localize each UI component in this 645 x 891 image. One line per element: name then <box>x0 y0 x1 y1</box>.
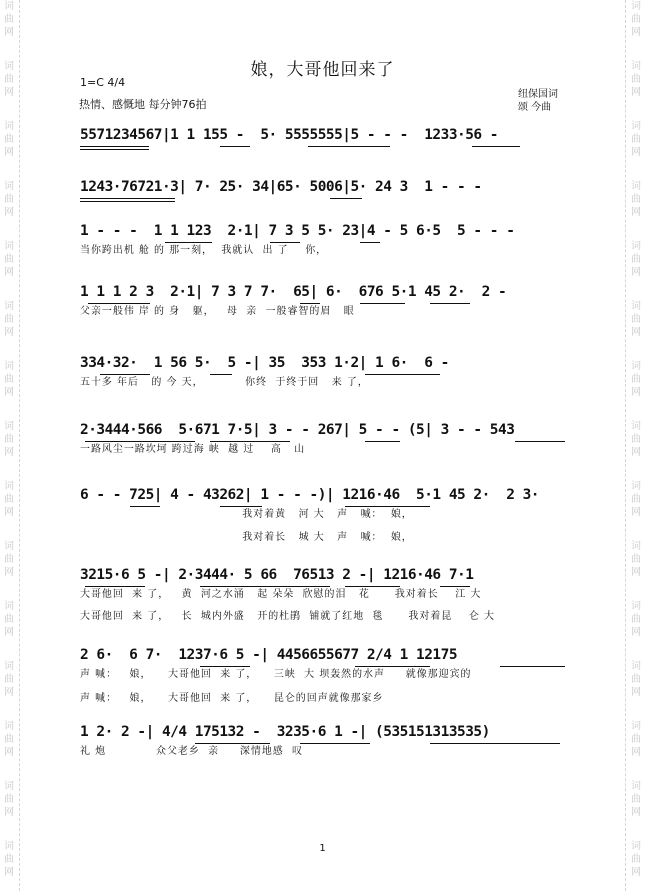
watermark-group <box>631 480 641 519</box>
watermark-glyph: 词 <box>631 541 641 552</box>
watermark-glyph: 网 <box>4 807 14 818</box>
watermark-group <box>631 300 641 339</box>
watermark-glyph: 网 <box>4 447 14 458</box>
watermark-glyph: 网 <box>631 27 641 38</box>
watermark-glyph: 网 <box>631 687 641 698</box>
watermark-glyph: 网 <box>4 387 14 398</box>
watermark-group <box>4 600 14 639</box>
watermark-glyph: 网 <box>631 627 641 638</box>
watermark-group <box>4 660 14 699</box>
watermark-glyph: 词 <box>631 421 641 432</box>
rhythm-beam <box>80 146 149 147</box>
watermark-glyph: 曲 <box>4 314 14 325</box>
notation-row: 2 6· 6 7· 1237·6 5 -| 4456655677 2/4 1 12175 <box>80 647 458 663</box>
watermark-glyph: 曲 <box>4 74 14 85</box>
score-line <box>80 566 570 601</box>
watermark-glyph: 词 <box>631 661 641 672</box>
rhythm-beam <box>210 441 290 442</box>
watermark-glyph: 词 <box>4 661 14 672</box>
watermark-glyph: 网 <box>631 147 641 158</box>
watermark-glyph: 词 <box>631 1 641 12</box>
rhythm-beam <box>360 303 405 304</box>
watermark-glyph: 曲 <box>4 254 14 265</box>
watermark-glyph: 曲 <box>631 314 641 325</box>
watermark-glyph: 曲 <box>631 494 641 505</box>
page-edge-left <box>19 0 20 891</box>
rhythm-beam <box>195 743 270 744</box>
watermark-glyph: 曲 <box>4 194 14 205</box>
watermark-glyph: 网 <box>631 867 641 878</box>
watermark-glyph: 词 <box>4 301 14 312</box>
watermark-group <box>4 240 14 279</box>
rhythm-beam <box>88 303 150 304</box>
watermark-right <box>629 0 643 891</box>
watermark-glyph: 词 <box>4 841 14 852</box>
composer-credit: 颂 今曲 <box>518 102 552 113</box>
rhythm-beam <box>80 198 175 199</box>
watermark-glyph: 网 <box>631 747 641 758</box>
watermark-group <box>631 660 641 699</box>
watermark-glyph: 曲 <box>631 614 641 625</box>
notation-row: 334·32· 1 56 5· 5 -| 35 353 1·2| 1 6· 6 - <box>80 355 449 371</box>
key-signature: 1=C 4/4 <box>80 76 126 89</box>
watermark-glyph: 网 <box>4 867 14 878</box>
watermark-glyph: 网 <box>4 207 14 218</box>
watermark-group <box>631 120 641 159</box>
watermark-glyph: 词 <box>4 421 14 432</box>
watermark-group <box>631 780 641 819</box>
watermark-glyph: 曲 <box>631 734 641 745</box>
watermark-glyph: 曲 <box>4 854 14 865</box>
watermark-glyph: 网 <box>631 447 641 458</box>
watermark-glyph: 网 <box>4 627 14 638</box>
notation-row: 1243·76721·3| 7· 25· 34|65· 5006|5· 24 3 1 - - - <box>80 179 482 195</box>
watermark-group <box>4 0 14 39</box>
watermark-group <box>631 0 641 39</box>
watermark-glyph: 曲 <box>631 194 641 205</box>
watermark-glyph: 网 <box>4 747 14 758</box>
watermark-glyph: 网 <box>631 327 641 338</box>
rhythm-beam <box>210 374 232 375</box>
watermark-glyph: 词 <box>631 721 641 732</box>
watermark-glyph: 曲 <box>631 14 641 25</box>
notation-row: 3215·6 5 -| 2·3444· 5 66 76513 2 -| 1216·46 7·1 <box>80 567 474 583</box>
rhythm-beam <box>85 441 195 442</box>
watermark-glyph: 曲 <box>631 134 641 145</box>
watermark-glyph: 曲 <box>4 134 14 145</box>
rhythm-beam <box>365 374 440 375</box>
watermark-glyph: 曲 <box>631 794 641 805</box>
rhythm-beam <box>130 506 160 507</box>
rhythm-beam <box>345 586 400 587</box>
watermark-glyph: 词 <box>631 241 641 252</box>
notation-row: 1 1 1 2 3 2·1| 7 3 7 7· 65| 6· 676 5·1 45 2· 2 - <box>80 284 507 300</box>
watermark-glyph: 曲 <box>631 674 641 685</box>
watermark-glyph: 网 <box>631 207 641 218</box>
rhythm-beam <box>220 146 250 147</box>
notation-row: 5571234567|1 1 155 - 5· 5555555|5 - - - 1233·56 - <box>80 127 499 143</box>
watermark-glyph: 词 <box>631 781 641 792</box>
watermark-group <box>4 720 14 759</box>
rhythm-beam <box>360 242 380 243</box>
watermark-glyph: 词 <box>4 121 14 132</box>
rhythm-beam <box>308 146 390 147</box>
rhythm-beam <box>270 242 300 243</box>
watermark-glyph: 网 <box>631 567 641 578</box>
rhythm-beam <box>85 586 145 587</box>
watermark-glyph: 网 <box>631 267 641 278</box>
score-line <box>80 283 570 318</box>
lyric-row: 五十多 年后 的 今 天， 你终 于终于回 来 了， <box>80 377 369 388</box>
watermark-glyph: 网 <box>4 267 14 278</box>
lyric-row: 当你跨出机 舱 的 那一刻， 我就认 出 了 你， <box>80 245 328 256</box>
watermark-glyph: 曲 <box>4 674 14 685</box>
watermark-glyph: 网 <box>631 507 641 518</box>
watermark-glyph: 词 <box>4 1 14 12</box>
rhythm-beam <box>430 303 470 304</box>
notation-row: 6 - - 725| 4 - 43262| 1 - - -)| 1216·46 5·1 45 2· 2 3· <box>80 487 539 503</box>
rhythm-beam <box>300 303 320 304</box>
watermark-group <box>631 240 641 279</box>
lyric-row: 一路风尘一路坎坷 跨过海 峡 越 过 高 山 <box>80 444 306 455</box>
lyric-row: 声 喊： 娘， 大哥他回 来 了， 昆仑的回声就像那家乡 <box>80 693 384 704</box>
score-line <box>80 606 570 623</box>
score-line <box>80 126 570 148</box>
watermark-glyph: 网 <box>4 147 14 158</box>
rhythm-beam <box>165 242 212 243</box>
watermark-left <box>2 0 16 891</box>
watermark-glyph: 网 <box>4 567 14 578</box>
rhythm-beam <box>430 743 560 744</box>
rhythm-beam <box>515 441 565 442</box>
watermark-glyph: 曲 <box>631 554 641 565</box>
watermark-glyph: 词 <box>631 181 641 192</box>
rhythm-beam <box>330 198 362 199</box>
rhythm-beam <box>200 586 330 587</box>
rhythm-beam <box>472 146 520 147</box>
rhythm-beam <box>365 441 400 442</box>
watermark-glyph: 曲 <box>4 734 14 745</box>
watermark-glyph: 网 <box>631 387 641 398</box>
lyric-row: 声 喊： 娘， 大哥他回 来 了， 三峡 大 坝轰然的水声 就像那迎宾的 <box>80 669 472 680</box>
watermark-glyph: 曲 <box>4 434 14 445</box>
score-line <box>80 354 570 389</box>
rhythm-beam <box>300 743 370 744</box>
watermark-glyph: 网 <box>4 327 14 338</box>
watermark-glyph: 词 <box>631 841 641 852</box>
rhythm-beam <box>100 374 150 375</box>
watermark-glyph: 词 <box>631 301 641 312</box>
score-line <box>80 222 570 257</box>
lyric-row: 大哥他回 来 了， 黄 河之水涌 起 朵朵 欣慰的泪 花 我对着长 江 大 <box>80 589 482 600</box>
score-line <box>80 486 570 521</box>
watermark-glyph: 词 <box>4 781 14 792</box>
watermark-group <box>4 120 14 159</box>
notation-row: 1 - - - 1 1 123 2·1| 7 3 5 5· 23|4 - 5 6·5 5 - - - <box>80 223 515 239</box>
watermark-glyph: 网 <box>4 507 14 518</box>
watermark-glyph: 词 <box>631 481 641 492</box>
score-line <box>80 178 570 200</box>
watermark-glyph: 曲 <box>4 494 14 505</box>
watermark-glyph: 网 <box>4 87 14 98</box>
song-title: 娘，大哥他回来了 <box>250 60 395 80</box>
watermark-glyph: 曲 <box>4 554 14 565</box>
score-line <box>80 723 570 758</box>
watermark-group <box>631 720 641 759</box>
rhythm-beam <box>220 506 262 507</box>
watermark-glyph: 词 <box>631 601 641 612</box>
watermark-glyph: 词 <box>4 541 14 552</box>
watermark-group <box>631 420 641 459</box>
watermark-glyph: 词 <box>4 181 14 192</box>
watermark-group <box>631 180 641 219</box>
rhythm-beam <box>200 666 250 667</box>
watermark-group <box>4 420 14 459</box>
watermark-group <box>631 540 641 579</box>
watermark-glyph: 曲 <box>4 614 14 625</box>
watermark-group <box>631 360 641 399</box>
lyric-row: 大哥他回 来 了， 长 城内外盛 开的杜鹃 铺就了红地 毯 我对着昆 仑 大 <box>80 611 495 622</box>
watermark-glyph: 曲 <box>4 374 14 385</box>
notation-row: 1 2· 2 -| 4/4 175132 - 3235·6 1 -| (535151313535) <box>80 724 490 740</box>
watermark-glyph: 网 <box>4 27 14 38</box>
watermark-group <box>4 480 14 519</box>
watermark-glyph: 词 <box>631 361 641 372</box>
page-edge-right <box>625 0 626 891</box>
watermark-glyph: 词 <box>631 121 641 132</box>
lyric-row: 父亲一般伟 岸 的 身 躯， 母 亲 一般睿智的眉 眼 <box>80 306 355 317</box>
watermark-glyph: 词 <box>4 721 14 732</box>
watermark-group <box>4 300 14 339</box>
watermark-glyph: 网 <box>631 807 641 818</box>
watermark-glyph: 词 <box>4 241 14 252</box>
watermark-glyph: 曲 <box>4 794 14 805</box>
watermark-glyph: 曲 <box>631 854 641 865</box>
watermark-glyph: 词 <box>4 61 14 72</box>
rhythm-beam <box>80 149 149 150</box>
lyric-row: 我对着黄 河 大 声 喊： 娘， <box>80 509 413 520</box>
watermark-group <box>4 780 14 819</box>
watermark-group <box>4 540 14 579</box>
watermark-glyph: 曲 <box>631 254 641 265</box>
score-line <box>80 688 570 705</box>
watermark-group <box>4 180 14 219</box>
watermark-group <box>631 600 641 639</box>
score-line <box>80 527 570 544</box>
rhythm-beam <box>440 586 470 587</box>
watermark-glyph: 网 <box>4 687 14 698</box>
watermark-glyph: 曲 <box>631 74 641 85</box>
watermark-glyph: 词 <box>631 61 641 72</box>
watermark-glyph: 网 <box>631 87 641 98</box>
tempo-marking: 热情、感慨地 每分钟76拍 <box>79 98 207 111</box>
page-number: 1 <box>319 843 326 854</box>
watermark-glyph: 词 <box>4 601 14 612</box>
lyricist-credit: 纽保国词 <box>518 89 558 100</box>
rhythm-beam <box>80 201 175 202</box>
rhythm-beam <box>355 666 430 667</box>
watermark-glyph: 曲 <box>631 434 641 445</box>
rhythm-beam <box>500 666 565 667</box>
lyric-row: 我对着长 城 大 声 喊： 娘， <box>80 532 413 543</box>
rhythm-beam <box>345 506 430 507</box>
watermark-glyph: 曲 <box>631 374 641 385</box>
watermark-glyph: 词 <box>4 481 14 492</box>
score-line <box>80 646 570 681</box>
score-line <box>80 421 570 456</box>
watermark-group <box>4 360 14 399</box>
watermark-glyph: 词 <box>4 361 14 372</box>
watermark-glyph: 曲 <box>4 14 14 25</box>
notation-row: 2·3444·566 5·671 7·5| 3 - - 267| 5 - - (5| 3 - - 543 <box>80 422 515 438</box>
lyric-row: 礼 炮 众父老乡 亲 深情地感 叹 <box>80 746 304 757</box>
